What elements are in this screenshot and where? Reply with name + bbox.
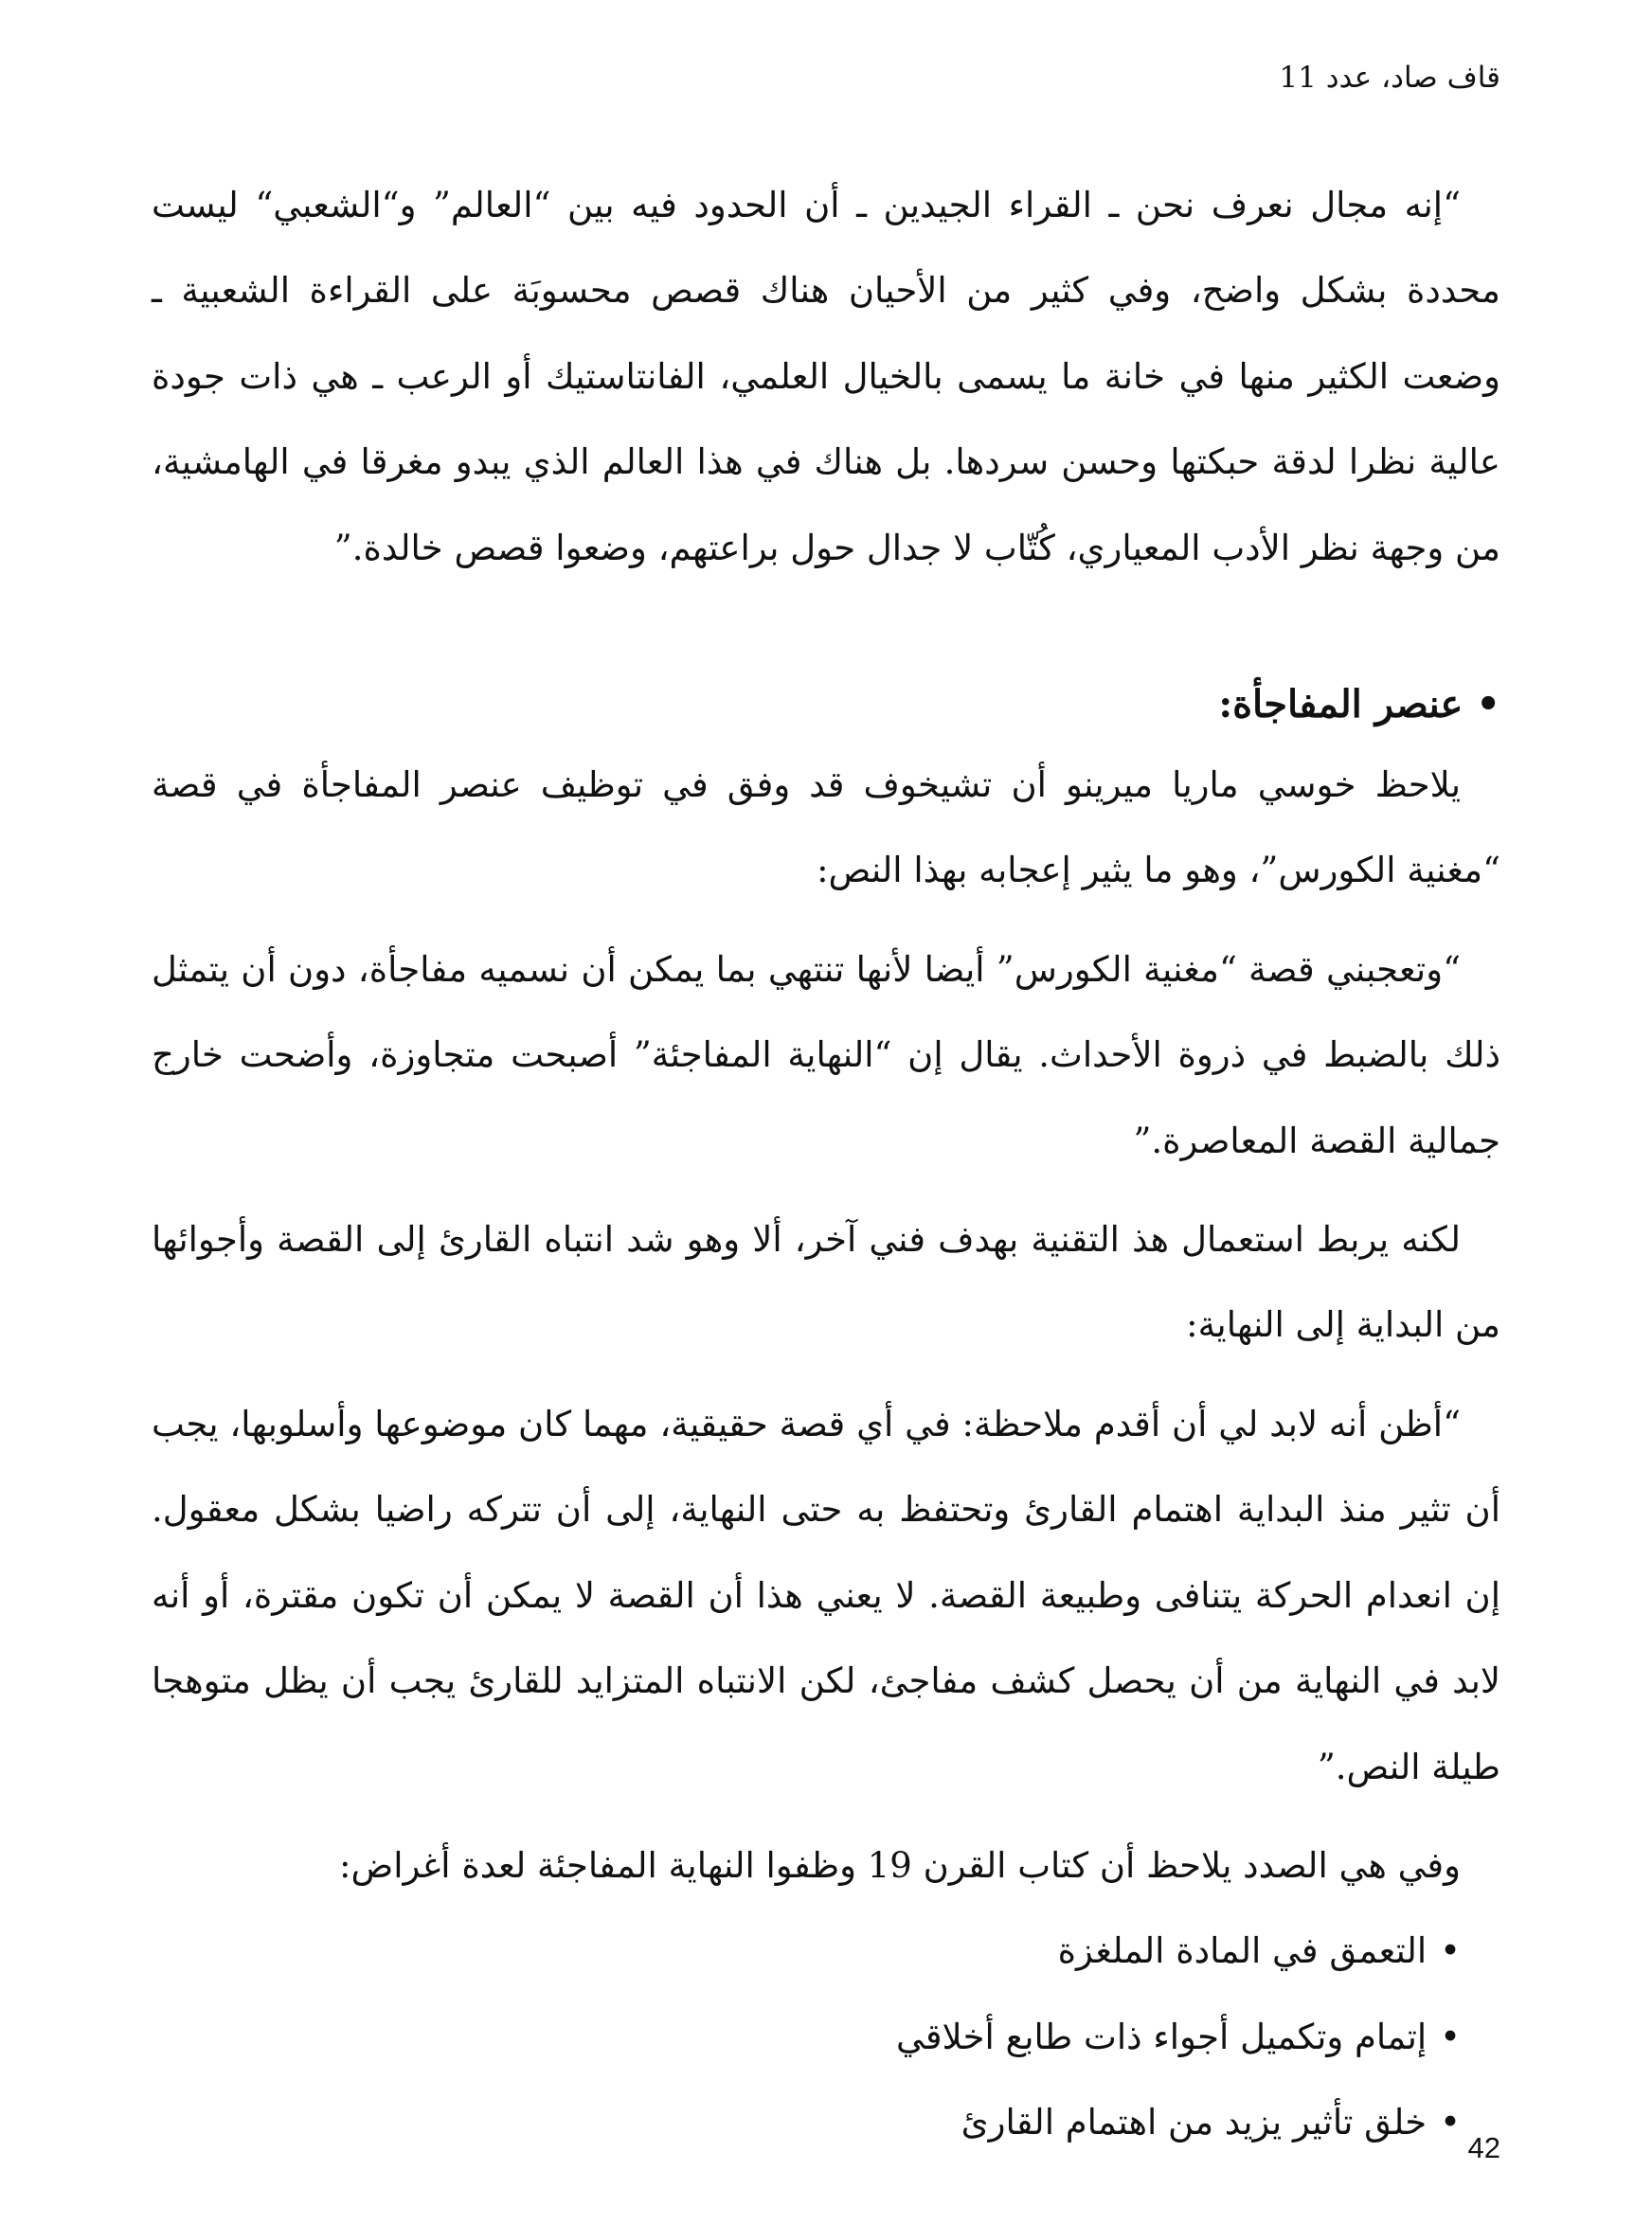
list-bullet: • (1440, 2102, 1461, 2143)
list-item-text: التعمق في المادة الملغزة (1057, 1930, 1428, 1972)
article-body (152, 163, 1500, 2166)
list-item-text: إتمام وتكميل أجواء ذات طابع أخلاقي (896, 2016, 1428, 2057)
list-item (152, 1995, 1500, 2080)
list-bullet: • (1440, 1930, 1461, 1972)
list-item (152, 1909, 1500, 1994)
page-number: 42 (1467, 2131, 1500, 2164)
section-heading (152, 667, 1500, 743)
quote-paragraph-5: “أظن أنه لابد لي أن أقدم ملاحظة: في أي قصة حقيقية، مهما كان موضوعها وأسلوبها، يجب أن تثير منذ البداية اهتمام القارئ وتحتفظ به حتى النهاية، إلى أن تتركه راضيا بشكل معقول. إن انعدام الحركة يتنافى وطبيعة القصة. لا يعني هذا أن القصة لا يمكن أن تكون مقترة، أو أنه لابد في النهاية من أن يحصل كشف مفاجئ، لكن الانتباه المتزايد للقارئ يجب أن يظل متوهجا طيلة النص.” (152, 1403, 1500, 1787)
list-item-text: خلق تأثير يزيد من اهتمام القارئ (961, 2102, 1428, 2143)
paragraph-2: يلاحظ خوسي ماريا ميرينو أن تشيخوف قد وفق في توظيف عنصر المفاجأة في قصة “مغنية الكورس”، وهو ما يثير إعجابه بهذا النص: (152, 764, 1500, 891)
paragraph-6: وفي هي الصدد يلاحظ أن كتاب القرن 19 وظفوا النهاية المفاجئة لعدة أغراض: (339, 1844, 1461, 1886)
paragraph-4: لكنه يربط استعمال هذ التقنية بهدف فني آخر، ألا وهو شد انتباه القارئ إلى القصة وأجوائها من البداية إلى النهاية: (152, 1219, 1500, 1346)
section-heading-text: عنصر المفاجأة: (1218, 682, 1463, 727)
quote-paragraph-1: “إنه مجال نعرف نحن ـ القراء الجيدين ـ أن الحدود فيه بين “العالم” و“الشعبي“ ليست محددة بشكل واضح، وفي كثير من الأحيان هناك قصص محسوبَة على القراءة الشعبية ـ وضعت الكثير منها في خانة ما يسمى بالخيال العلمي، الفانتاستيك أو الرعب ـ هي ذات جودة عالية نظرا لدقة حبكتها وحسن سردها. بل هناك في هذا العالم الذي يبدو مغرقا في الهامشية، من وجهة نظر الأدب المعياري، كُتّاب لا جدال حول براعتهم، وضعوا قصص خالدة.” (152, 185, 1500, 568)
running-header: قاف صاد، عدد 11 (1279, 61, 1500, 95)
quote-paragraph-3: “وتعجبني قصة “مغنية الكورس” أيضا لأنها تنتهي بما يمكن أن نسميه مفاجأة، دون أن يتمثل ذلك بالضبط في ذروة الأحداث. يقال إن “النهاية المفاجئة” أصبحت متجاوزة، وأضحت خارج جمالية القصة المعاصرة.” (152, 948, 1500, 1161)
list-item (152, 2080, 1500, 2165)
heading-bullet: • (1476, 682, 1500, 727)
list-bullet: • (1440, 2016, 1461, 2057)
